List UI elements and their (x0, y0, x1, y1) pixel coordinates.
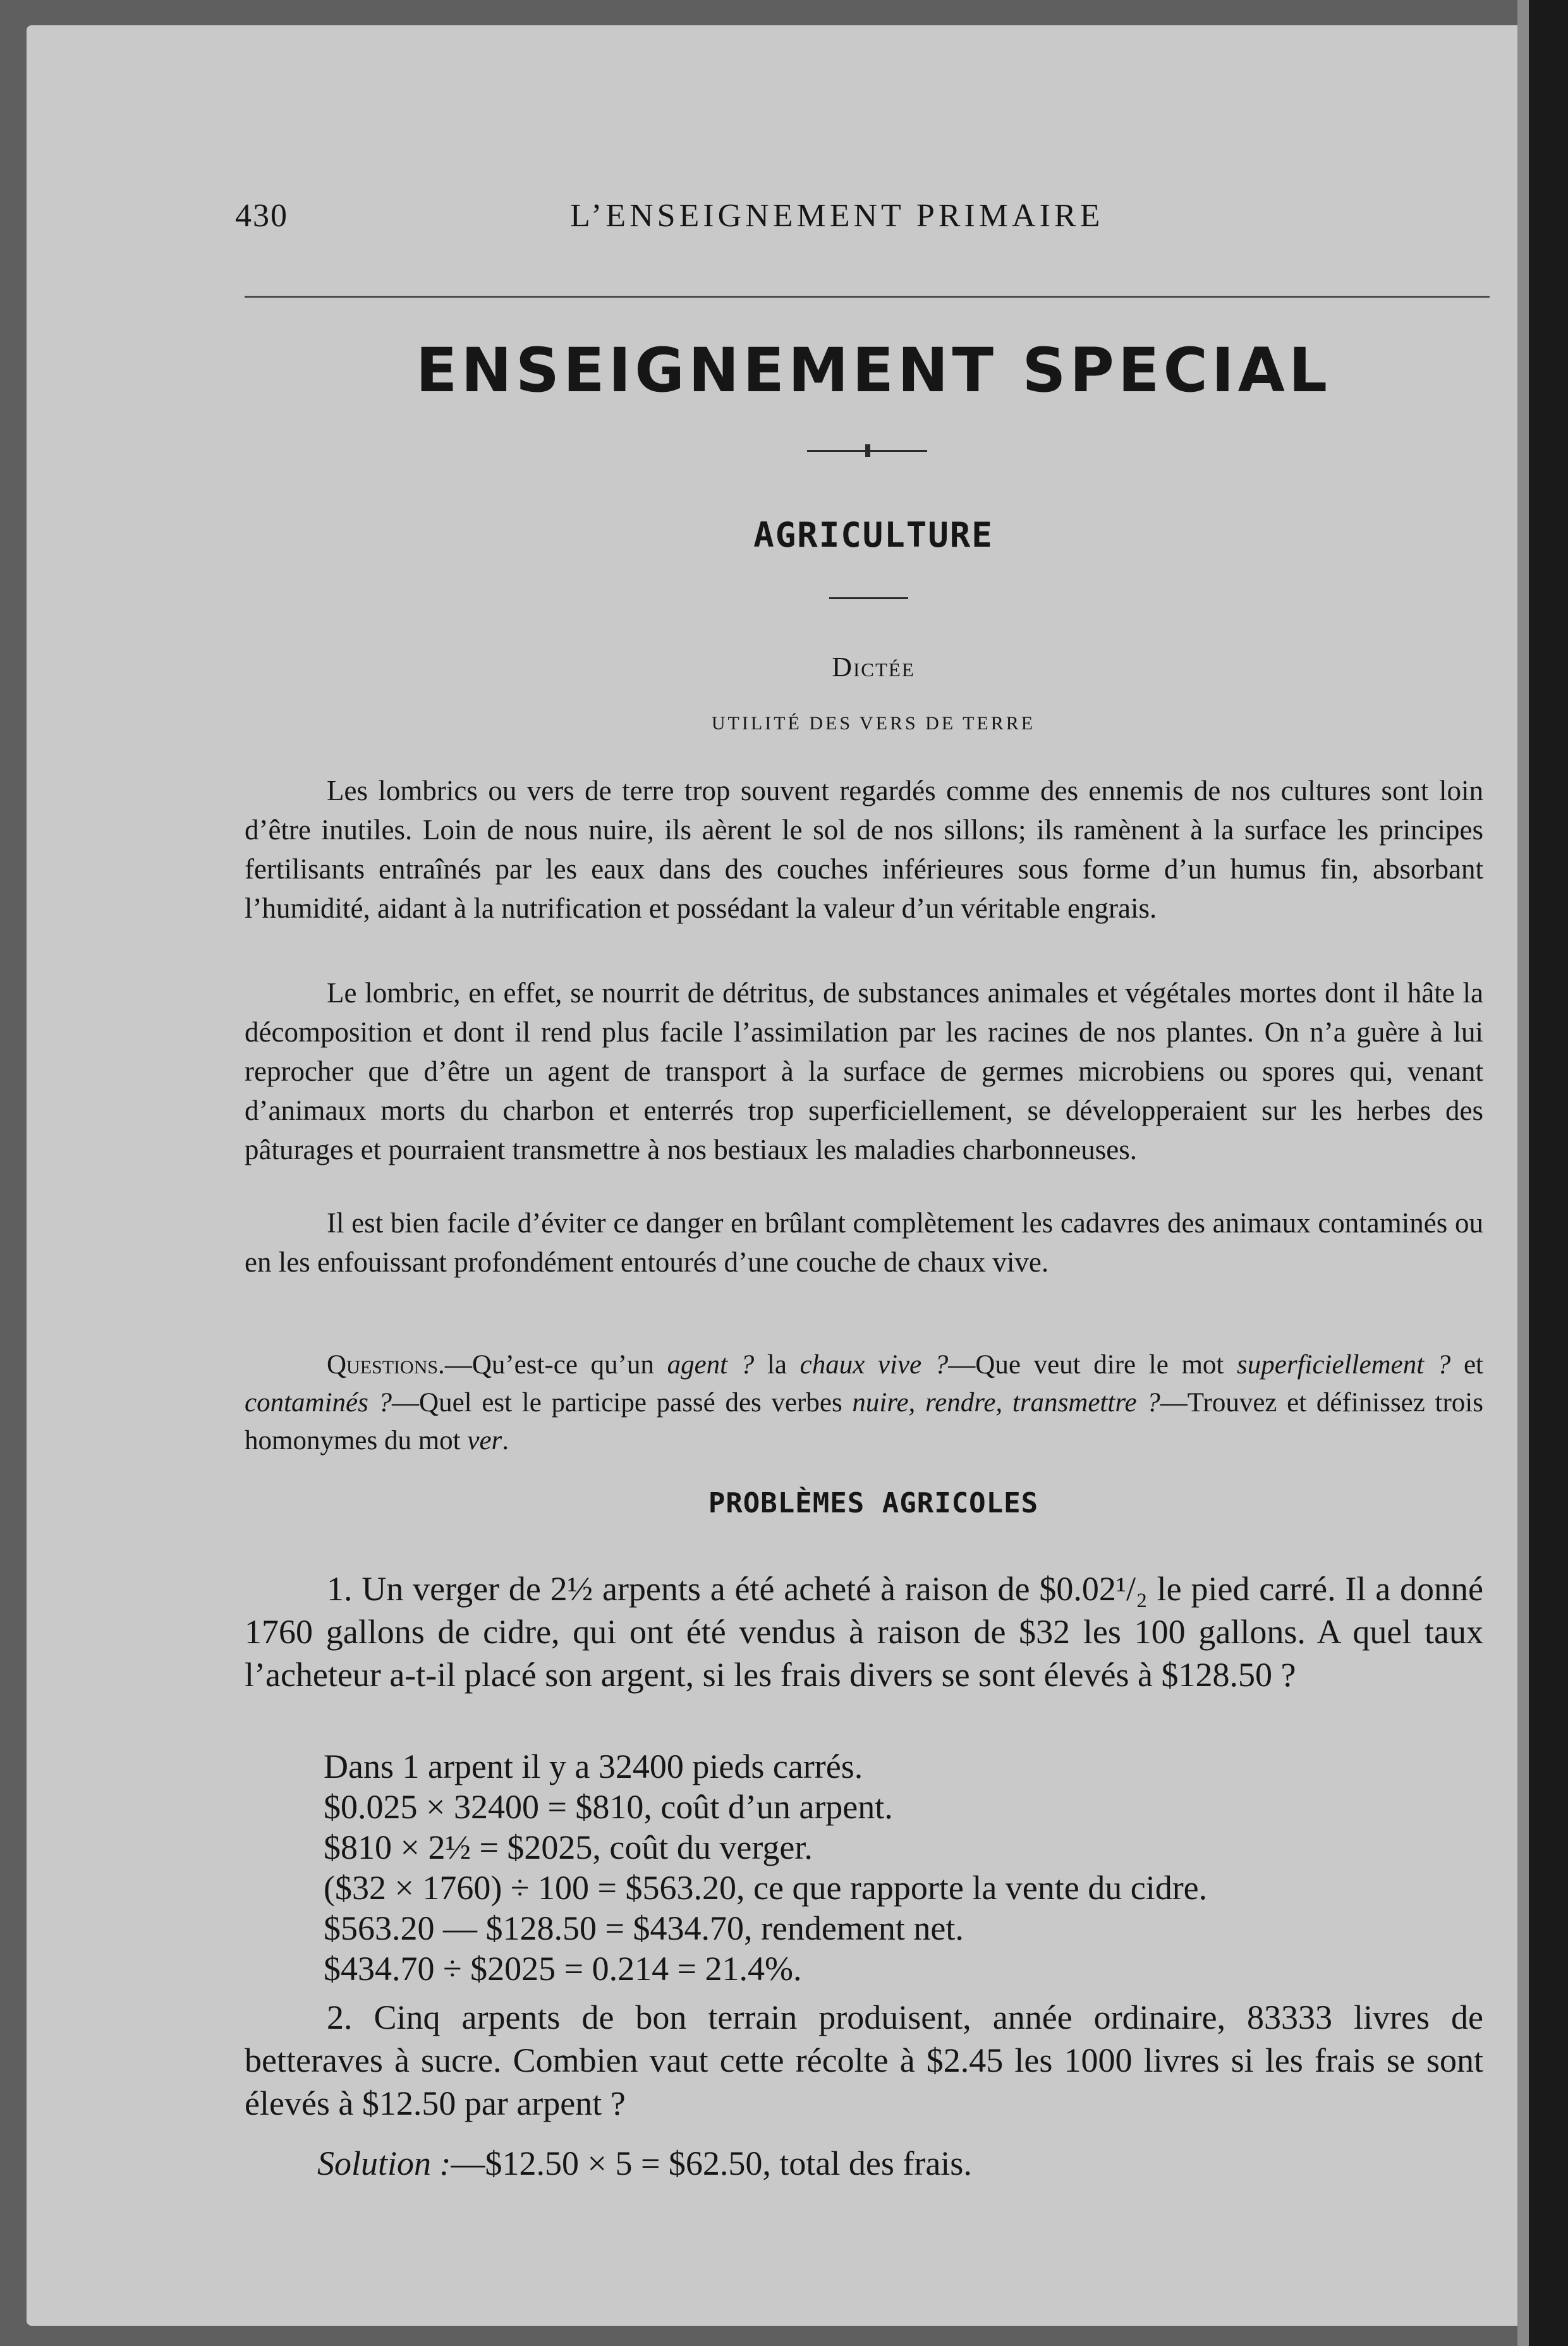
calc-line: Dans 1 arpent il y a 32400 pieds carrés. (324, 1747, 863, 1785)
calc-line: $434.70 ÷ $2025 = 0.214 = 21.4%. (324, 1950, 802, 1988)
section-heading: AGRICULTURE (753, 515, 994, 555)
solution-text: —$12.50 × 5 = $62.50, total des frais. (451, 2144, 972, 2182)
section-rule (829, 597, 908, 599)
calc-line: $563.20 — $128.50 = $434.70, rendement net. (324, 1909, 964, 1947)
header-rule (245, 296, 1490, 298)
paragraph-2: Le lombric, en effet, se nourrit de détritus, de substances animales et végétales mortes dont il hâte la décomposition et dont il rend plus facile l’assimilation par les racines de nos plantes. On n’a guère à lui reprocher que d’être un agent de transport à la surface de germes microbiens ou spores qui, venant d’animaux morts du charbon et enterrés trop superficiellement, se développeraient sur les herbes des pâturages et pourraient transmettre à nos bestiaux les maladies charbonneuses. (245, 977, 1483, 1165)
problem-2: 2. Cinq arpents de bon terrain produisent, année ordinaire, 83333 livres de betteraves à sucre. Combien vaut cette récolte à $2.45 les 1000 livres si les frais se sont élevés à $12.50 par arpent ? (245, 1998, 1483, 2122)
problem-1-solution (324, 1746, 1512, 1989)
paragraph-3: Il est bien facile d’éviter ce danger en brûlant complètement les cadavres des animaux contaminés ou en les enfouissant profondément entourés d’une couche de chaux vive. (245, 1207, 1483, 1278)
running-title: L’ENSEIGNEMENT PRIMAIRE (570, 198, 1104, 234)
problem-2-solution (317, 2144, 972, 2183)
problem-1: 1. Un verger de 2½ arpents a été acheté à raison de $0.02¹/₂ le pied carré. Il a donné 1760 gallons de cidre, qui ont été vendus à raison de $32 les 100 gallons. A quel taux l’acheteur a-t-il placé son argent, si les frais divers se sont élevés à $128.50 ? (245, 1570, 1483, 1694)
calc-line: ($32 × 1760) ÷ 100 = $563.20, ce que rapporte la vente du cidre. (324, 1869, 1208, 1907)
calc-line: $0.025 × 32400 = $810, coût d’un arpent. (324, 1788, 893, 1826)
dictee-subtitle: UTILITÉ DES VERS DE TERRE (711, 713, 1036, 734)
page-title: ENSEIGNEMENT SPECIAL (415, 335, 1332, 406)
solution-label: Solution : (317, 2144, 451, 2182)
problems-heading: PROBLÈMES AGRICOLES (708, 1487, 1039, 1519)
calc-line: $810 × 2½ = $2025, coût du verger. (324, 1828, 813, 1866)
book-page (27, 25, 1531, 2326)
paragraph-1: Les lombrics ou vers de terre trop souvent regardés comme des ennemis de nos cultures sont loin d’être inutiles. Loin de nous nuire, ils aèrent le sol de nos sillons; ils ramènent à la surface les principes fertilisants entraînés par les eaux dans des couches inférieures sous forme d’un humus fin, absorbant l’humidité, aidant à la nutrification et possédant la valeur d’un véritable engrais. (245, 775, 1483, 924)
dictee-label: Dictée (832, 652, 915, 683)
running-header (27, 197, 1531, 248)
scan-border (1529, 0, 1568, 2346)
page-number: 430 (235, 198, 288, 234)
page-edge-shadow (1517, 0, 1529, 2346)
questions-label: Questions. (327, 1350, 445, 1380)
ornament-mark (865, 444, 870, 457)
questions: Questions.—Qu’est-ce qu’un agent ? la chaux vive ?—Que veut dire le mot superficiellement ? et contaminés ?—Quel est le participe passé des verbes nuire, rendre, transmettre ?—Trouvez et définissez trois homonymes du mot ver. (245, 1350, 1483, 1456)
